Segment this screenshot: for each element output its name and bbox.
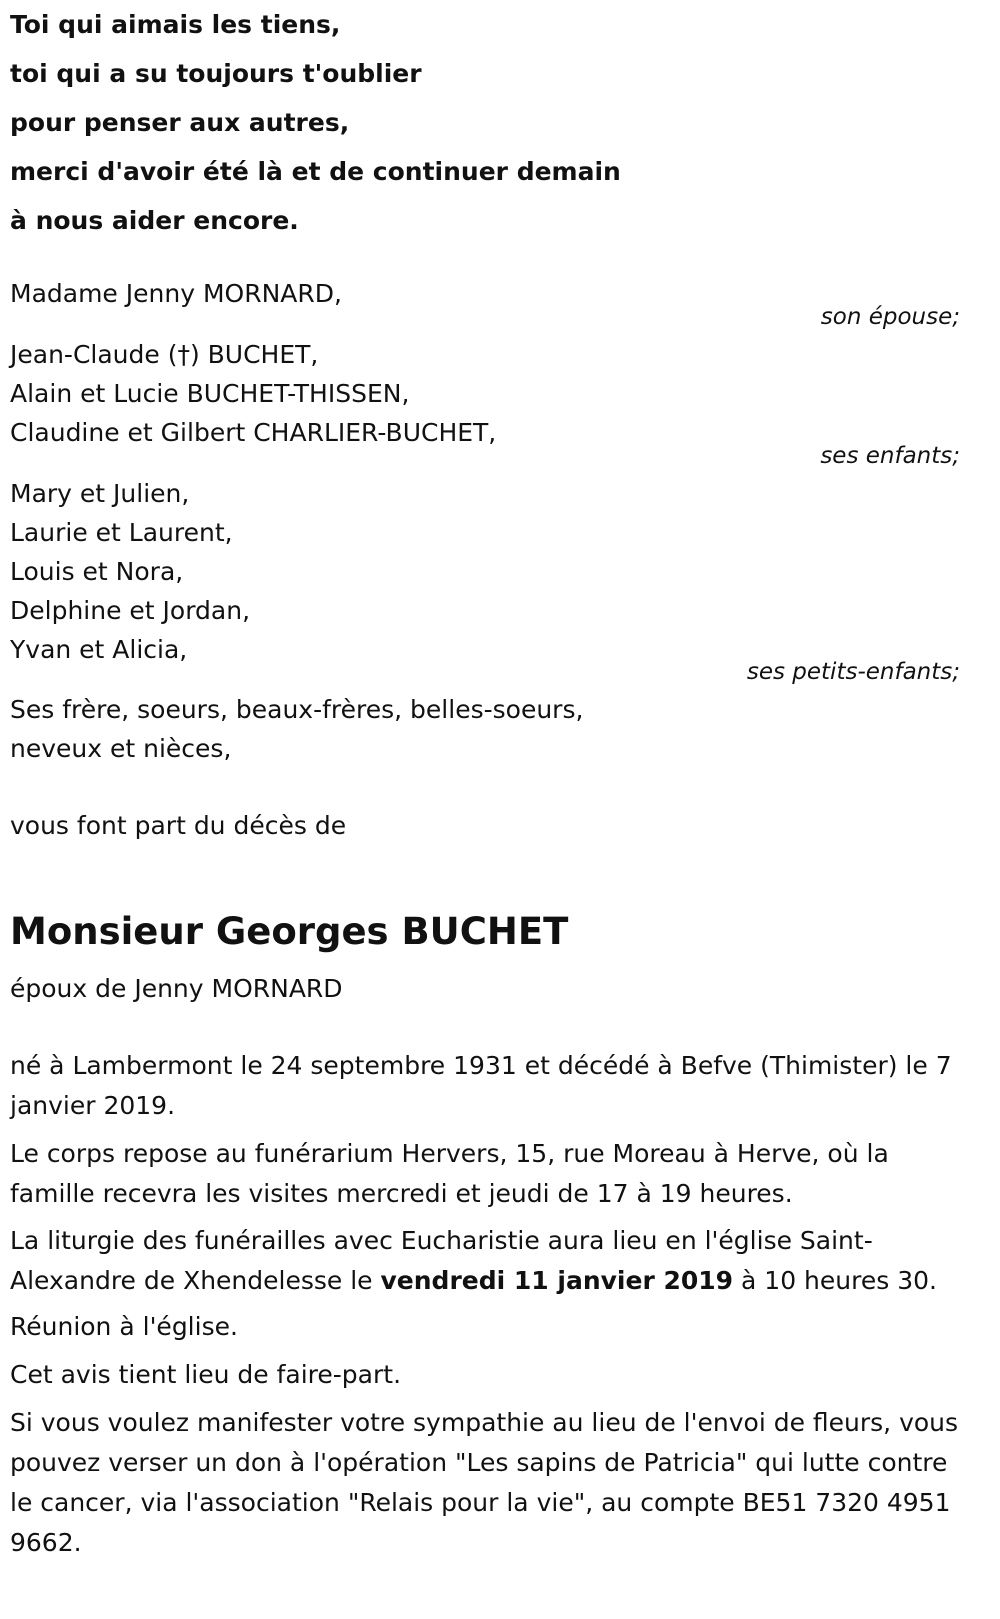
viewing-paragraph: Le corps repose au funérarium Hervers, 15, rue Moreau à Herve, où la famille recevra les visites mercredi et jeudi de 17 à 19 heures. (10, 1139, 889, 1208)
poem-line: toi qui a su toujours t'oublier (10, 59, 422, 88)
grandchild-name: Louis et Nora, (10, 557, 184, 586)
grandchild-name: Yvan et Alicia, (10, 635, 188, 664)
poem-line: merci d'avoir été là et de continuer demain (10, 157, 621, 186)
deceased-name: Monsieur Georges BUCHET (10, 910, 569, 953)
poem-line: Toi qui aimais les tiens, (10, 10, 341, 39)
poem-line: à nous aider encore. (10, 206, 299, 235)
grandchild-name: Laurie et Laurent, (10, 518, 233, 547)
grandchild-name: Delphine et Jordan, (10, 596, 251, 625)
child-name: Claudine et Gilbert CHARLIER-BUCHET, (10, 418, 497, 447)
siblings-line: Ses frère, soeurs, beaux-frères, belles-soeurs, (10, 695, 584, 724)
announcement: vous font part du décès de (10, 811, 347, 840)
meeting-paragraph: Réunion à l'église. (10, 1312, 238, 1341)
child-name: Jean-Claude (†) BUCHET, (10, 340, 319, 369)
liturgy-paragraph (10, 1221, 970, 1301)
notice-paragraph: Cet avis tient lieu de faire-part. (10, 1360, 402, 1389)
child-name: Alain et Lucie BUCHET-THISSEN, (10, 379, 410, 408)
grandchildren-role: ses petits-enfants; (746, 659, 960, 685)
liturgy-date: vendredi 11 janvier 2019 (380, 1266, 734, 1295)
liturgy-time: à 10 heures 30. (733, 1266, 937, 1295)
donation-paragraph: Si vous voulez manifester votre sympathie au lieu de l'envoi de fleurs, vous pouvez verser un don à l'opération "Les sapins de Patricia" qui lutte contre le cancer, via l'association "Relais pour la vie", au compte BE51 7320 4951 9662. (10, 1408, 959, 1557)
liturgy-text: La liturgie des funérailles avec Eucharistie aura lieu en l'église Saint-Alexandre de Xhendelesse le (10, 1226, 873, 1295)
spouse-name: Madame Jenny MORNARD, (10, 279, 342, 308)
grandchild-name: Mary et Julien, (10, 479, 190, 508)
spouse-of: époux de Jenny MORNARD (10, 974, 343, 1003)
birth-death-paragraph: né à Lambermont le 24 septembre 1931 et décédé à Befve (Thimister) le 7 janvier 2019. (10, 1051, 952, 1120)
poem (10, 6, 621, 251)
siblings-line: neveux et nièces, (10, 734, 232, 763)
children-role: ses enfants; (820, 443, 960, 469)
poem-line: pour penser aux autres, (10, 108, 350, 137)
spouse-role: son épouse; (820, 304, 960, 330)
